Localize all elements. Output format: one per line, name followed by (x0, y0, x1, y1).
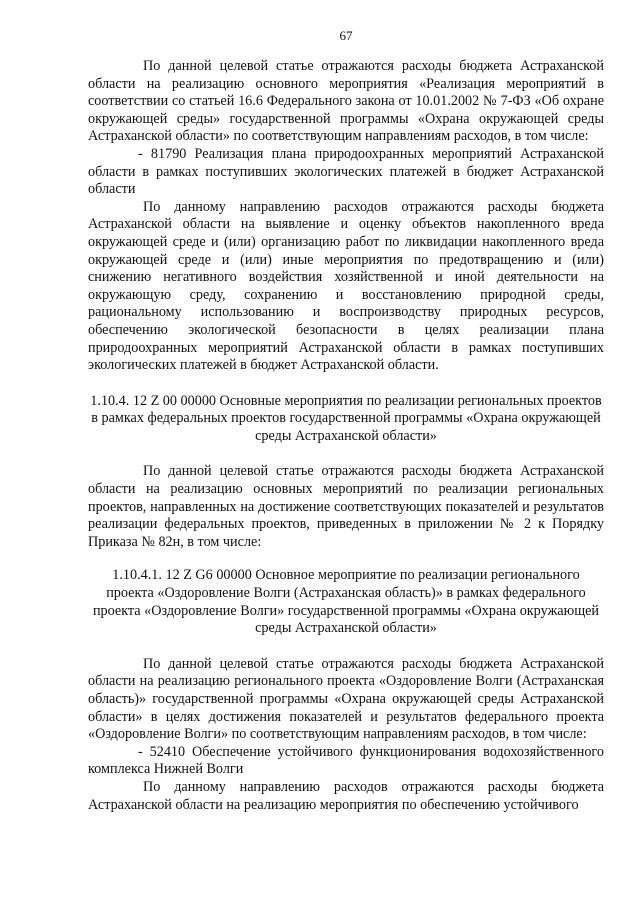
expense-item-52410: - 52410 Обеспечение устойчивого функционирования водохозяйственного комплекса Нижней Волги (88, 743, 604, 778)
paragraph-81790-description: По данному направлению расходов отражаются расходы бюджета Астраханской области на выявление и оценку объектов накопленного вреда окружающей среде и (или) организацию работ по ликвидации накопленного вреда окружающей среде и (или) иные мероприятия по предотвращению и (или) снижению негативного воздействия хозяйственной и иной деятельности на окружающую среду, сохранению и восстановлению природной среды, рациональному использованию и воспроизводству природных ресурсов, обеспечению экологической безопасности в целях реализации плана природоохранных мероприятий Астраханской области в рамках поступивших экологических платежей в бюджет Астраханской области. (88, 198, 604, 374)
spacer (88, 375, 604, 393)
page-number: 67 (339, 28, 353, 43)
spacer (88, 551, 604, 567)
section-heading-1-10-4: 1.10.4. 12 Z 00 00000 Основные мероприятия по реализации региональных проектов в рамках федеральных проектов государственной программы «Охрана окружающей среды Астраханской области» (90, 392, 602, 444)
section-heading-1-10-4-1: 1.10.4.1. 12 Z G6 00000 Основное мероприятие по реализации регионального проекта «Оздоровление Волги (Астраханская область)» в рамках федерального проекта «Оздоровление Волги» государственной программы «Охрана окружающей среды Астраханской области» (92, 567, 600, 637)
paragraph-52410-description: По данному направлению расходов отражаются расходы бюджета Астраханской области на реализацию мероприятия по обеспечению устойчивого (88, 778, 604, 813)
paragraph-section-1-10-4-1: По данной целевой статье отражаются расходы бюджета Астраханской области на реализацию регионального проекта «Оздоровление Волги (Астраханская область)» государственной программы «Охрана окружающей среды Астраханской области» в целях достижения показателей и результатов федерального проекта «Оздоровление Волги» по соответствующим направлениям расходов, в том числе: (88, 655, 604, 743)
spacer (88, 638, 604, 656)
spacer (88, 445, 604, 463)
paragraph-section-1-10-4: По данной целевой статье отражаются расходы бюджета Астраханской области на реализацию основных мероприятий по реализации региональных проектов, направленных на достижение соответствующих показателей и результатов реализации федеральных проектов, приведенных в приложении № 2 к Порядку Приказа № 82н, в том числе: (88, 463, 604, 550)
expense-item-81790: - 81790 Реализация плана природоохранных мероприятий Астраханской области в рамках поступивших экологических платежей в бюджет Астраханской области (88, 145, 604, 198)
paragraph-target-article-intro: По данной целевой статье отражаются расходы бюджета Астраханской области на реализацию основного мероприятия «Реализация мероприятий в соответствии со статьей 16.6 Федерального закона от 10.01.2002 № 7-ФЗ «Об охране окружающей среды» государственной программы «Охрана окружающей среды Астраханской области» по соответствующим направлениям расходов, в том числе: (88, 58, 604, 145)
